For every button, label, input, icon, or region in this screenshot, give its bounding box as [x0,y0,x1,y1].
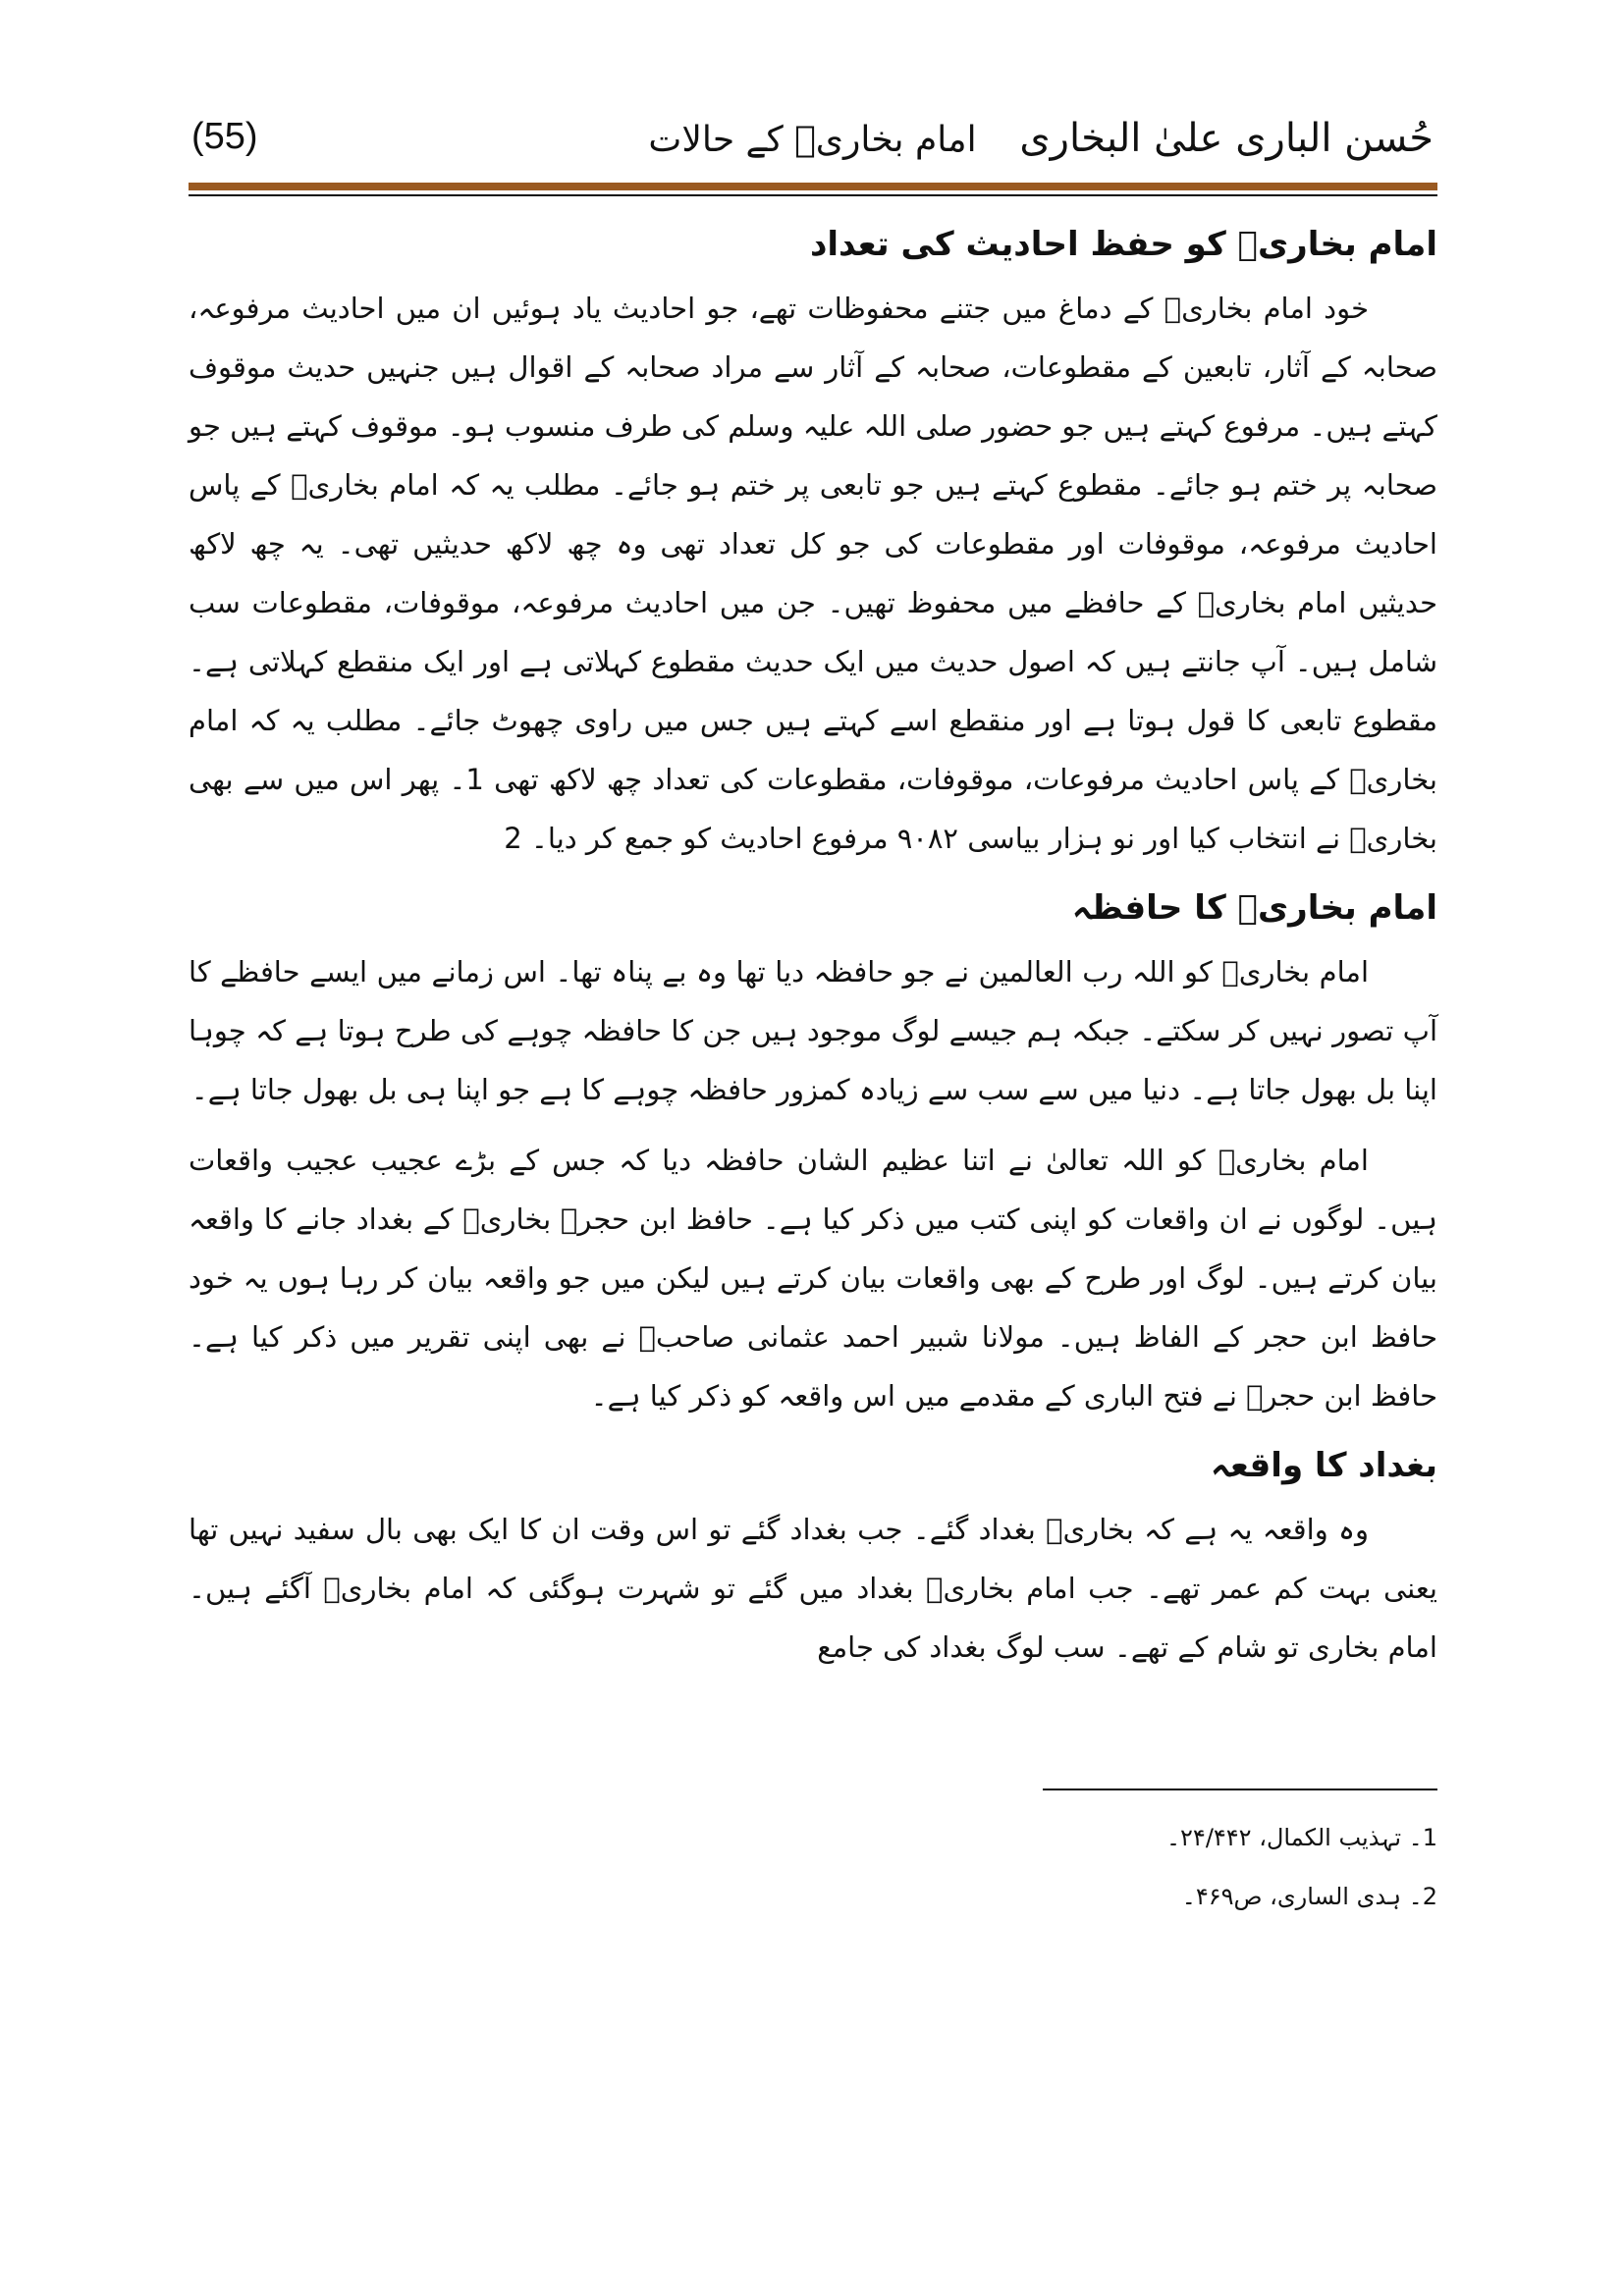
footnote: 2۔ ہدی الساری، ص۴۶۹۔ [1181,1883,1437,1910]
footnote-separator [1043,1789,1437,1790]
paragraph: امام بخاریؒ کو اللہ رب العالمین نے جو حافظہ دیا تھا وہ بے پناہ تھا۔ اس زمانے میں ایسے حافظے کا آپ تصور نہیں کر سکتے۔ جبکہ ہم جیسے لوگ موجود ہیں جن کا حافظہ چوہے کی طرح ہوتا ہے کہ چوہا اپنا بل بھول جاتا ہے۔ دنیا میں سے سب سے زیادہ کمزور حافظہ چوہے کا ہے جو اپنا ہی بل بھول جاتا ہے۔ [189,955,1437,1106]
header-rule-thick [189,183,1437,190]
section-memory [189,878,1437,1425]
paragraph: وہ واقعہ یہ ہے کہ بخاریؒ بغداد گئے۔ جب بغداد گئے تو اس وقت ان کا ایک بھی بال سفید نہیں تھا یعنی بہت کم عمر تھے۔ جب امام بخاریؒ بغداد میں گئے تو شہرت ہوگئی کہ امام بخاریؒ آگئے ہیں۔ امام بخاری تو شام کے تھے۔ سب لوگ بغداد کی جامع [189,1513,1437,1664]
section-hifz-count [189,214,1437,868]
footnotes [189,1808,1437,1926]
paragraph: خود امام بخاریؒ کے دماغ میں جتنے محفوظات تھے، جو احادیث یاد ہوئیں ان میں احادیث مرفوعہ، صحابہ کے آثار، تابعین کے مقطوعات، صحابہ کے آثار سے مراد صحابہ کے اقوال ہیں جنہیں حدیث موقوف کہتے ہیں۔ مرفوع کہتے ہیں جو حضور صلی اللہ علیہ وسلم کی طرف منسوب ہو۔ موقوف کہتے ہیں جو صحابہ پر ختم ہو جائے۔ مقطوع کہتے ہیں جو تابعی پر ختم ہو جائے۔ مطلب یہ کہ امام بخاریؒ کے پاس احادیث مرفوعہ، موقوفات اور مقطوعات کی جو کل تعداد تھی وہ چھ لاکھ حدیثیں تھی۔ یہ چھ لاکھ حدیثیں امام بخاریؒ کے حافظے میں محفوظ تھیں۔ جن میں احادیث مرفوعہ، موقوفات، مقطوعات سب شامل ہیں۔ آپ جانتے ہیں کہ اصول حدیث میں ایک حدیث مقطوع کہلاتی ہے اور ایک منقطع کہلاتی ہے۔ مقطوع تابعی کا قول ہوتا ہے اور منقطع اسے کہتے ہیں جس میں راوی چھوٹ جائے۔ مطلب یہ کہ امام بخاریؒ کے پاس احادیث مرفوعات، موقوفات، مقطوعات کی تعداد چھ لاکھ تھی 1۔ پھر اس میں سے بھی بخاریؒ نے انتخاب کیا اور نو ہزار بیاسی ۹۰۸۲ مرفوع احادیث کو جمع کر دیا۔ 2 [189,292,1437,855]
page-header [191,116,1434,175]
paragraph: امام بخاریؒ کو اللہ تعالیٰ نے اتنا عظیم الشان حافظہ دیا کہ جس کے بڑے عجیب عجیب واقعات ہیں۔ لوگوں نے ان واقعات کو اپنی کتب میں ذکر کیا ہے۔ حافظ ابن حجرؒ بخاریؒ کے بغداد جانے کا واقعہ بیان کرتے ہیں۔ لوگ اور طرح کے بھی واقعات بیان کرتے ہیں لیکن میں جو واقعہ بیان کر رہا ہوں یہ خود حافظ ابن حجر کے الفاظ ہیں۔ مولانا شبیر احمد عثمانی صاحبؒ نے بھی اپنی تقریر میں ذکر کیا ہے۔ حافظ ابن حجرؒ نے فتح الباری کے مقدمے میں اس واقعہ کو ذکر کیا ہے۔ [189,1144,1437,1413]
footnote: 1۔ تہذیب الکمال، ۲۴/۴۴۲۔ [1165,1824,1437,1851]
section-baghdad [189,1435,1437,1677]
page-number: (55) [191,116,258,157]
section-heading: بغداد کا واقعہ [1210,1446,1437,1485]
header-rule-thin [189,194,1437,196]
section-heading: امام بخاریؒ کا حافظہ [1071,888,1437,928]
book-title: حُسن الباری علیٰ البخاری [1019,116,1434,161]
section-heading: امام بخاریؒ کو حفظ احادیث کی تعداد [809,225,1437,264]
page-body [189,214,1437,1677]
chapter-title: امام بخاریؒ کے حالات [648,120,977,160]
